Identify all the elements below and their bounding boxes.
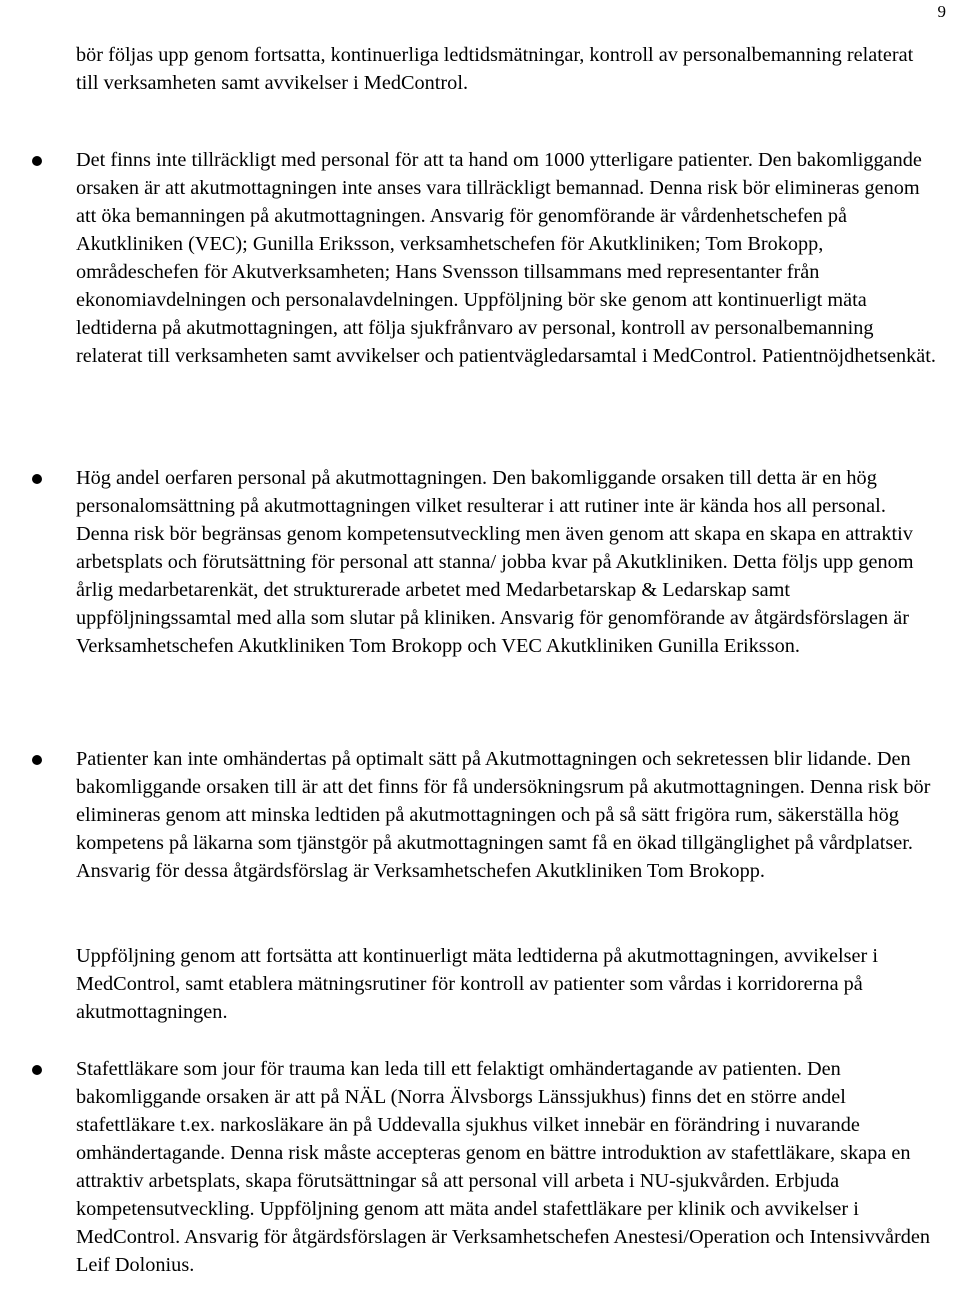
paragraph-continuation: bör följas upp genom fortsatta, kontinuerliga ledtidsmätningar, kontroll av personalbemanning relaterat till verksamheten samt avvikelser i MedControl.	[76, 44, 914, 94]
page-number: 9	[937, 2, 946, 21]
bullet-icon	[32, 474, 42, 484]
paragraph-patient-handling-risk: Patienter kan inte omhändertas på optimalt sätt på Akutmottagningen och sekretessen blir lidande. Den bakomliggande orsaken till är att det finns för få undersökningsrum på akutmottagningen. Denna risk bör elimineras genom att minska ledtiden på akutmottagningen och på så sätt frigöra rum, säkerställa hög kompetens på läkarna som tjänstgör på akutmottagningen samt få en ökad tillgänglighet på vårdplatser. Ansvarig för dessa åtgärdsförslag är Verksamhetschefen Akutkliniken Tom Brokopp.	[76, 748, 931, 882]
paragraph-staffing-risk: Det finns inte tillräckligt med personal för att ta hand om 1000 ytterligare patienter. Den bakomliggande orsaken är att akutmottagningen inte anses vara tillräckligt bemannad. Denna risk bör elimineras genom att öka bemanningen på akutmottagningen. Ansvarig för genomförande är vårdenhetschefen på Akutkliniken (VEC); Gunilla Eriksson, verksamhetschefen för Akutkliniken; Tom Brokopp, områdeschefen för Akutverksamheten; Hans Svensson tillsammans med representanter från ekonomiavdelningen och personalavdelningen. Uppföljning bör ske genom att kontinuerligt mäta ledtiderna på akutmottagningen, att följa sjukfrånvaro av personal, kontroll av personalbemanning relaterat till verksamheten samt avvikelser och patientvägledarsamtal i MedControl. Patientnöjdhetsenkät.	[76, 149, 936, 367]
bullet-icon	[32, 755, 42, 765]
paragraph-locum-doctor-risk: Stafettläkare som jour för trauma kan leda till ett felaktigt omhändertagande av patienten. Den bakomliggande orsaken är att på NÄL (Norra Älvsborgs Länssjukhus) finns det en större andel stafettläkare t.ex. narkosläkare än på Uddevalla sjukhus vilket innebär en förändring i nuvarande omhändertagande. Denna risk måste accepteras genom en bättre introduktion av stafettläkare, skapa en attraktiv arbetsplats, skapa förutsättningar så att personal vill arbeta i NU-sjukvården. Erbjuda kompetensutveckling. Uppföljning genom att mäta andel stafettläkare per klinik och avvikelser i MedControl. Ansvarig för åtgärdsförslagen är Verksamhetschefen Anestesi/Operation och Intensivvården Leif Dolonius.	[76, 1058, 931, 1276]
paragraph-follow-up: Uppföljning genom att fortsätta att kontinuerligt mäta ledtiderna på akutmottagningen, avvikelser i MedControl, samt etablera mätningsrutiner för kontroll av patienter som vårdas i korridorerna på akutmottagningen.	[76, 945, 879, 1023]
paragraph-inexperienced-staff-risk: Hög andel oerfaren personal på akutmottagningen. Den bakomliggande orsaken till detta är en hög personalomsättning på akutmottagningen vilket resulterar i att rutiner inte är kända hos all personal. Denna risk bör begränsas genom kompetensutveckling men även genom att skapa en skapa en attraktiv arbetsplats och förutsättning för personal att stanna/ jobba kvar på Akutkliniken. Detta följs upp genom årlig medarbetarenkät, det strukturerade arbetet med Medarbetarskap & Ledarskap samt uppföljningssamtal med alla som slutar på kliniken. Ansvarig för genomförande av åtgärdsförslagen är Verksamhetschefen Akutkliniken Tom Brokopp och VEC Akutkliniken Gunilla Eriksson.	[76, 467, 914, 657]
bullet-icon	[32, 1065, 42, 1075]
bullet-icon	[32, 156, 42, 166]
